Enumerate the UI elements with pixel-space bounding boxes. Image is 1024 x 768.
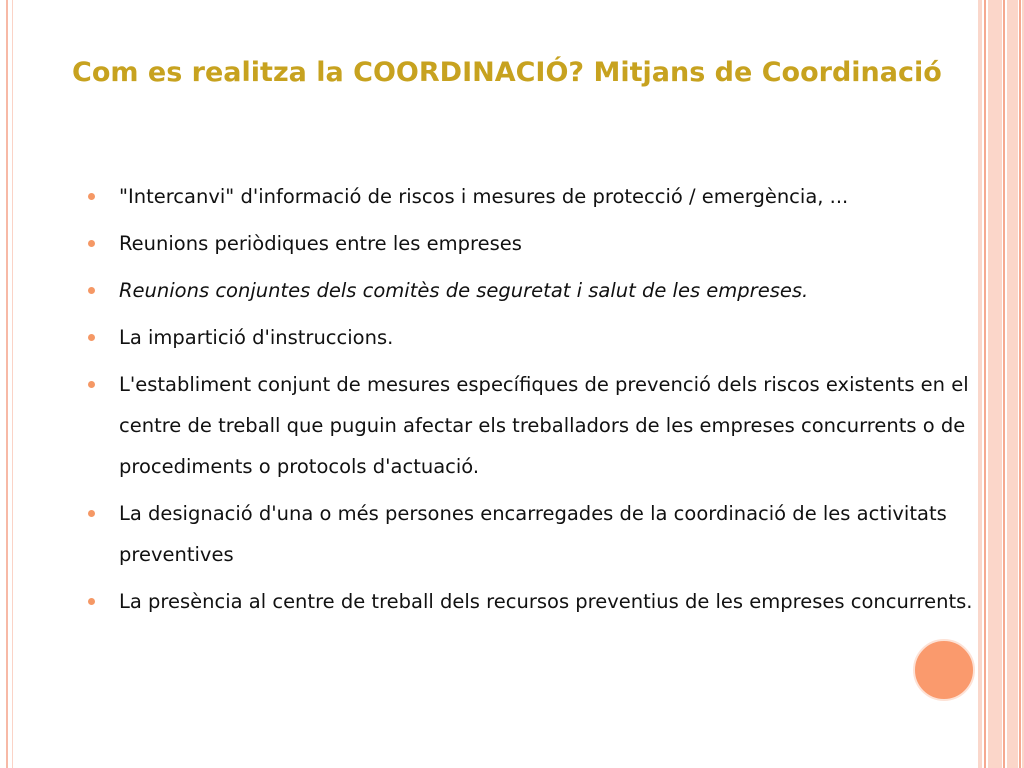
right-border-stripe xyxy=(1007,0,1018,768)
list-item xyxy=(88,176,988,217)
list-item-text: "Intercanvi" d'informació de riscos i mesures de protecció / emergència, ... xyxy=(119,185,849,208)
list-item-text: L'establiment conjunt de mesures específiques de prevenció dels riscos existents en el centre de treball que puguin afectar els treballadors de les empreses concurrents o de procediments o protocols d'actuació. xyxy=(119,373,969,478)
bullet-dot-icon xyxy=(88,193,95,200)
bullet-dot-icon xyxy=(88,240,95,247)
list-item xyxy=(88,317,988,358)
bullet-dot-icon xyxy=(88,510,95,517)
right-border-stripe xyxy=(1003,0,1005,768)
bullet-dot-icon xyxy=(88,334,95,341)
right-border-stripe xyxy=(988,0,1002,768)
list-item xyxy=(88,270,988,311)
bullet-dot-icon xyxy=(88,381,95,388)
list-item xyxy=(88,493,988,575)
left-border-line xyxy=(6,0,8,768)
list-item-text: Reunions periòdiques entre les empreses xyxy=(119,232,522,255)
left-border-line-inner xyxy=(12,0,13,768)
list-item-text: La presència al centre de treball dels recursos preventius de les empreses concurrents. xyxy=(119,590,973,613)
list-item xyxy=(88,581,988,622)
bullet-dot-icon xyxy=(88,598,95,605)
list-item-text: Reunions conjuntes dels comitès de seguretat i salut de les empreses. xyxy=(119,279,809,302)
list-item-text: La impartició d'instruccions. xyxy=(119,326,394,349)
list-item xyxy=(88,223,988,264)
bullet-list xyxy=(88,176,988,628)
bullet-dot-icon xyxy=(88,287,95,294)
decorative-circle-icon xyxy=(913,639,975,701)
right-border-stripe xyxy=(1019,0,1021,768)
list-item xyxy=(88,364,988,487)
list-item-text: La designació d'una o més persones encarregades de la coordinació de les activitats preventives xyxy=(119,502,947,566)
slide-title: Com es realitza la COORDINACIÓ? Mitjans de Coordinació xyxy=(72,57,942,88)
